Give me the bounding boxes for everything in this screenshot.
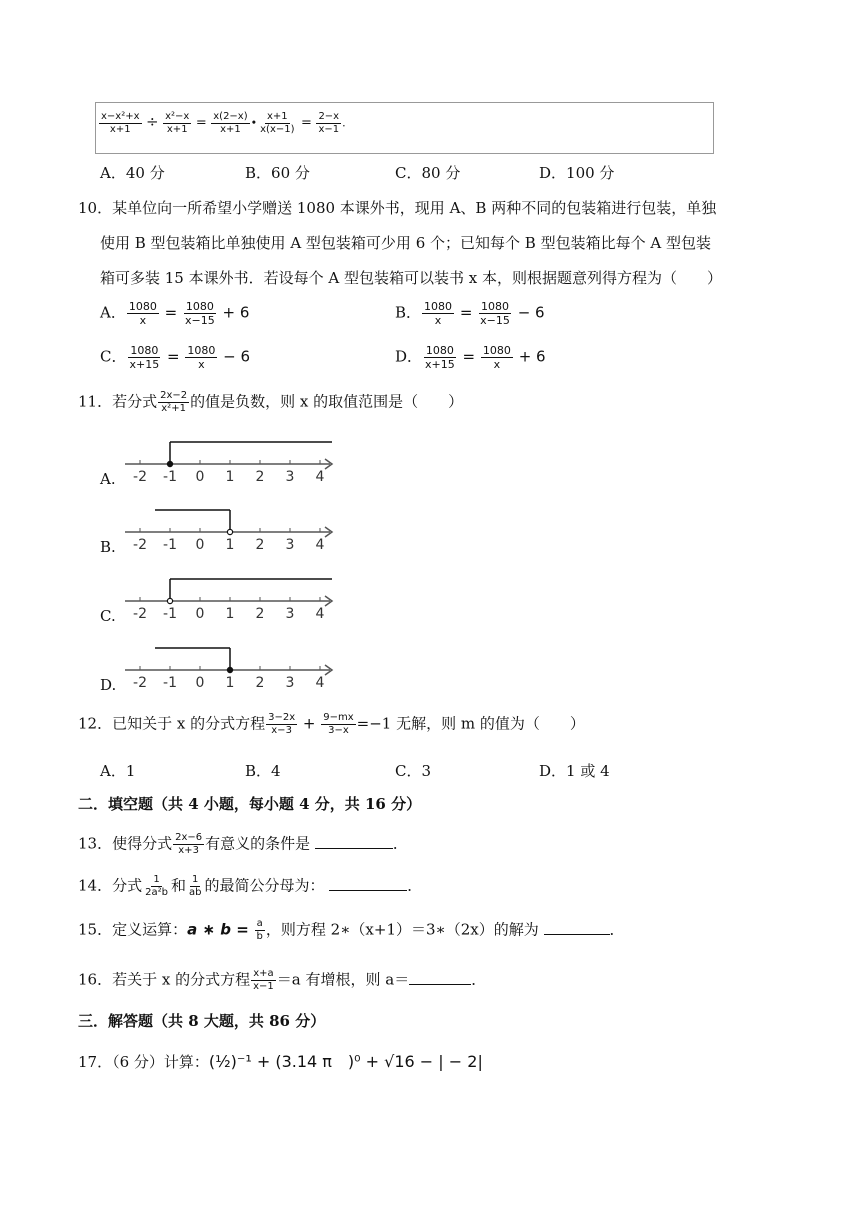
q9-option-c: C．80 分 — [395, 164, 461, 182]
q10-text-line1: 10．某单位向一所希望小学赠送 1080 本课外书，现用 A、B 两种不同的包装箱进行包装，单独 — [78, 199, 717, 217]
q15-answer-blank[interactable] — [544, 934, 610, 935]
q9-option-a: A．40 分 — [100, 164, 165, 182]
q9-option-d: D．100 分 — [539, 164, 615, 182]
fraction: $\frac{\text{x²−x}}{x+1}$ — [165, 111, 190, 135]
tick-label: -2 — [133, 606, 147, 622]
q11-text: 11．若分式 $\frac{2x-2}{\text{x²+1}}$ 的值是负数，则 x 的取值范围是（ ） — [78, 390, 464, 414]
tick-label: 4 — [315, 675, 325, 691]
tick-label: 1 — [225, 675, 235, 691]
q11-option-b-label: B. — [100, 538, 116, 556]
section-solve-heading: 三．解答题（共 8 大题，共 86 分） — [78, 1012, 326, 1030]
q11-number-line-b — [120, 504, 340, 554]
closed-point — [167, 461, 172, 466]
q10-text-line3: 箱可多装 15 本课外书．若设每个 A 型包装箱可以装书 x 本，则根据题意列得方程为（ ） — [100, 269, 722, 287]
q11-option-d-label: D. — [100, 676, 117, 694]
tick-label: 1 — [225, 606, 235, 622]
tick-label: 3 — [285, 606, 295, 622]
q9-option-b: B．60 分 — [245, 164, 310, 182]
q12-option-a: A．1 — [100, 762, 136, 780]
closed-point — [227, 667, 232, 672]
tick-label: 1 — [225, 537, 235, 553]
q9-solution-box — [95, 102, 714, 154]
tick-label: -2 — [133, 469, 147, 485]
tick-label: 2 — [255, 469, 265, 485]
tick-label: 2 — [255, 675, 265, 691]
q11-number-line-c — [120, 573, 340, 623]
q10-option-b: B． $\frac{1080}{x}$ = $\frac{1080}{x-15}$ − 6 — [395, 300, 545, 327]
q13-text: 13．使得分式 $\frac{2x-6}{x+3}$ 有意义的条件是 ． — [78, 832, 408, 856]
q11-option-a-label: A. — [100, 470, 116, 488]
open-point — [227, 529, 232, 534]
q14-text: 14．分式 $\frac{1}{\text{2a²b}}$ 和 $\frac{1}{ab}$ 的最简公分母为： ． — [78, 874, 423, 898]
q15-text: 15．定义运算：a ∗ b = $\frac{a}{b}$ ，则方程 2∗（x+1）＝3∗（2x）的解为 ． — [78, 918, 625, 942]
tick-label: 0 — [195, 675, 205, 691]
q9-expression: $\frac{\text{x−x²+x}}{x+1}$ ÷ $\frac{\text{x²−x}}{x+1}$ = $\frac{x(2-x)}{x+1}$ • $\frac{x+1}{x(x-1)}$ = $\frac{2-x}{x-1}$ . — [101, 111, 346, 135]
tick-label: 3 — [285, 469, 295, 485]
fraction: $\frac{\text{x−x²+x}}{x+1}$ — [101, 111, 140, 135]
tick-label: -1 — [163, 469, 177, 485]
q12-text: 12．已知关于 x 的分式方程 $\frac{3-2x}{x-3}$ + $\frac{9-mx}{3-x}$ =−1 无解，则 m 的值为（ ） — [78, 712, 585, 736]
tick-label: -2 — [133, 675, 147, 691]
q10-text-line2: 使用 B 型包装箱比单独使用 A 型包装箱可少用 6 个；已知每个 B 型包装箱比每个 A 型包装 — [100, 234, 711, 252]
tick-label: 4 — [315, 469, 325, 485]
q16-answer-blank[interactable] — [409, 984, 471, 985]
q11-number-line-d — [120, 642, 340, 692]
fraction: $\frac{2-x}{x-1}$ — [318, 111, 340, 135]
tick-label: -1 — [163, 537, 177, 553]
q10-option-c: C． $\frac{1080}{x+15}$ = $\frac{1080}{x}$ − 6 — [100, 344, 251, 371]
open-point — [167, 598, 172, 603]
q12-option-c: C．3 — [395, 762, 432, 780]
fraction: $\frac{x+1}{x(x-1)}$ — [260, 111, 295, 135]
q14-answer-blank[interactable] — [329, 890, 407, 891]
q12-option-d: D．1 或 4 — [539, 762, 610, 780]
tick-label: 0 — [195, 469, 205, 485]
tick-label: 3 — [285, 675, 295, 691]
tick-label: -2 — [133, 537, 147, 553]
q16-text: 16．若关于 x 的分式方程 $\frac{x+a}{x-1}$ ＝a 有增根，则 a＝ ． — [78, 968, 487, 992]
tick-label: 0 — [195, 606, 205, 622]
tick-label: 2 — [255, 606, 265, 622]
q13-answer-blank[interactable] — [315, 848, 393, 849]
tick-label: 3 — [285, 537, 295, 553]
q10-option-a: A． $\frac{1080}{x}$ = $\frac{1080}{x-15}$ + 6 — [100, 300, 250, 327]
tick-label: -1 — [163, 675, 177, 691]
section-fill-in-heading: 二．填空题（共 4 小题，每小题 4 分，共 16 分） — [78, 795, 422, 813]
tick-label: -1 — [163, 606, 177, 622]
q10-option-d: D． $\frac{1080}{x+15}$ = $\frac{1080}{x}$ + 6 — [395, 344, 546, 371]
q17-text: 17．（6 分）计算：(½)⁻¹ + (3.14 π )⁰ + √16 − | − 2| — [78, 1052, 483, 1071]
tick-label: 2 — [255, 537, 265, 553]
q11-number-line-a — [120, 436, 340, 486]
q12-option-b: B．4 — [245, 762, 281, 780]
tick-label: 4 — [315, 537, 325, 553]
fraction: $\frac{x(2-x)}{x+1}$ — [213, 111, 248, 135]
tick-label: 1 — [225, 469, 235, 485]
q11-option-c-label: C. — [100, 607, 116, 625]
tick-label: 4 — [315, 606, 325, 622]
tick-label: 0 — [195, 537, 205, 553]
